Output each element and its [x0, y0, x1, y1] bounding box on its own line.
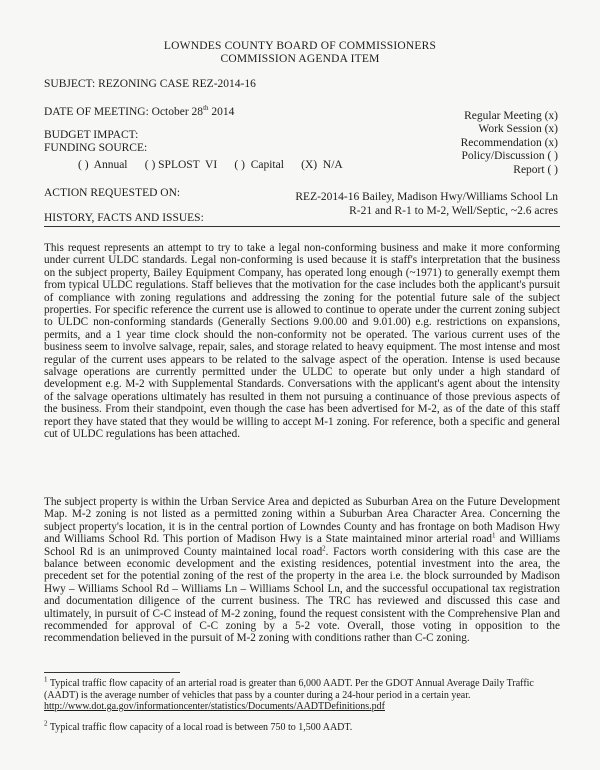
- footnote-ref-2: 2: [322, 543, 326, 552]
- section-divider: [44, 226, 560, 227]
- footnote-divider: [44, 672, 180, 673]
- footnote-1: $^1$ Typical traffic flow capacity of an arterial road is greater than 6,000 AADT. Per the GDOT Annual Average Daily Traffic (AADT) is the average number of vehicles that pass by a counter during a 24-hour period in a certain year. http://www.dot.ga.gov/informationcenter/statistics/Documents/AADTDefinitions.pdf: [44, 675, 534, 712]
- case-zoning: R-21 and R-1 to M-2, Well/Septic, ~2.6 acres: [349, 205, 558, 217]
- meeting-date: DATE OF MEETING: October 28th 2014: [44, 104, 235, 118]
- subject-line: SUBJECT: REZONING CASE REZ-2014-16: [44, 78, 256, 90]
- history-paragraph-1: This request represents an attempt to try to take a legal non-conforming business and make it more conforming under current ULDC standards. Legal non-conforming is used because it is staff's interpretation that the business on the subject property, Bailey Equipment Company, has operated long enough (~1971) to generally exempt them from typical ULDC regulations. Staff believes that the motivation for the case includes both the applicant's pursuit of compliance with zoning regulations and addressing the zoning for the potential future sale of the subject properties. For specific reference the current use is allowed to continue to operate under the current zoning subject to ULDC non-conforming standards (Generally Sections 9.00.00 and 9.01.00) e.g. restrictions on expansions, permits, and a 1 year time clock should the non-conformity not be operated. The various current uses of the business seem to involve salvage, repair, sales, and storage related to heavy equipment. The most intense and most regular of the current uses appears to be related to the salvage aspect of the operation. Intense is used because salvage operations are currently permitted under the ULDC to operate but only under a high standard of development e.g. M-2 with Supplemental Standards. Conversations with the applicant's agent about the intensity of the salvage operations ultimately has resulted in them not pursuing a continuance of those previous aspects of the business. From their standpoint, even though the case has been advertised for M-2, as of the date of this staff report they have stated that they would be willing to accept M-1 zoning. For reference, both a specific and general cut of ULDC regulations has been attached.: [44, 242, 560, 441]
- history-paragraph-2: The subject property is within the Urban Service Area and depicted as Suburban Area on the Future Development Map. M-2 zoning is not listed as a permitted zoning within a Suburban Area Character Area. Concerning the subject property's location, it is in the central portion of Lowndes County and has frontage on both Madison Hwy and Williams School Rd. This portion of Madison Hwy is a State maintained minor arterial road$^1$ and Williams School Rd is an unimproved County maintained local road$^2$. Factors worth considering with this case are the balance between economic development and the existing residences, potential investment into the area, the precedent set for the potential zoning of the rest of the property in the area i.e. the block surrounded by Madison Hwy – Williams School Rd – Williams Ln – Williams School Ln, and the successful occupational tax registration and documentation diligence of the current business. The TRC has reviewed and discussed this case and ultimately, in pursuit of C-C instead of M-2 zoning, found the request consistent with the Comprehensive Plan and recommended for approval of C-C zoning by a 5-2 vote. Overall, those voting in opposition to the recommendation believed in the pursuit of M-2 zoning with conditions rather than C-C zoning.: [44, 496, 560, 645]
- document-title: COMMISSION AGENDA ITEM: [220, 53, 380, 65]
- funding-source-label: FUNDING SOURCE:: [44, 142, 148, 154]
- meeting-type-report: Report ( ): [513, 163, 558, 176]
- meeting-type-recommendation: Recommendation (x): [460, 136, 558, 149]
- case-title: REZ-2014-16 Bailey, Madison Hwy/Williams School Ln: [295, 191, 558, 203]
- history-label: HISTORY, FACTS AND ISSUES:: [44, 212, 204, 224]
- funding-options: ( ) Annual ( ) SPLOST VI ( ) Capital (X) N/A: [78, 159, 343, 171]
- meeting-type-work-session: Work Session (x): [478, 123, 558, 136]
- budget-impact-label: BUDGET IMPACT:: [44, 129, 139, 141]
- board-title: LOWNDES COUNTY BOARD OF COMMISSIONERS: [163, 40, 437, 52]
- meeting-type-regular: Regular Meeting (x): [464, 110, 558, 122]
- meeting-type-list: [461, 110, 558, 177]
- aadt-definitions-link[interactable]: http://www.dot.ga.gov/informationcenter/statistics/Documents/AADTDefinitions.pdf: [44, 701, 385, 712]
- action-requested-value: [295, 190, 558, 218]
- footnote-2: $^2$ Typical traffic flow capacity of a local road is between 750 to 1,500 AADT.: [44, 719, 353, 733]
- meeting-type-policy: Policy/Discussion ( ): [461, 150, 558, 163]
- footnote-ref-1: 1: [492, 531, 496, 540]
- action-requested-label: ACTION REQUESTED ON:: [44, 187, 181, 199]
